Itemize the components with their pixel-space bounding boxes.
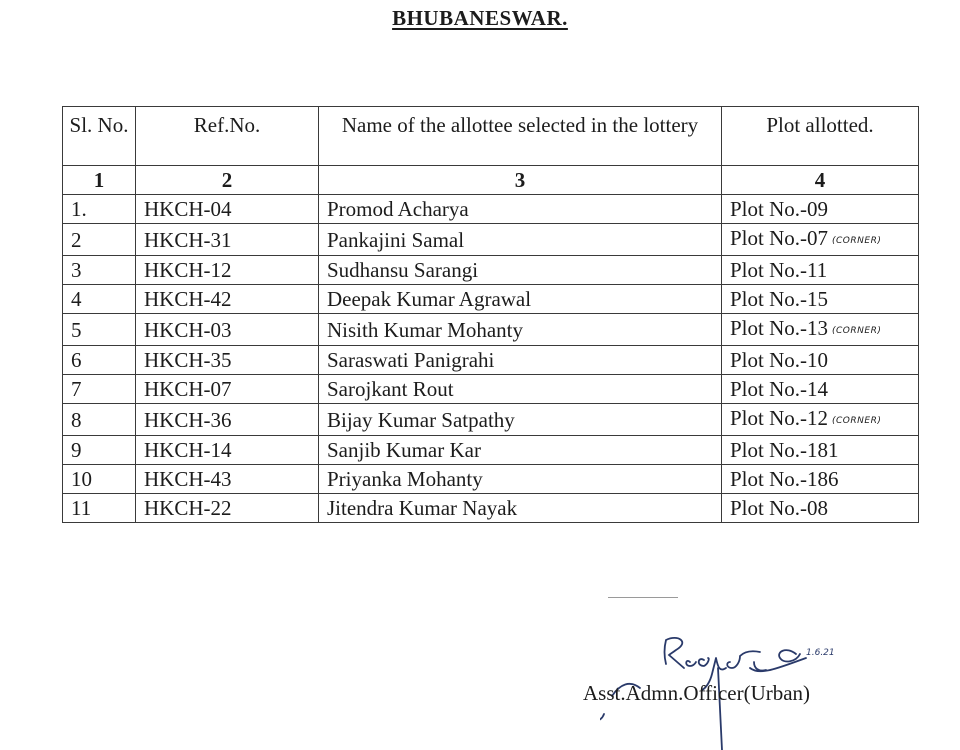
cell-plot: Plot No.-15	[722, 285, 919, 314]
header-allottee-name: Name of the allottee selected in the lottery	[319, 107, 722, 166]
cell-sl-no: 7	[63, 375, 136, 404]
cell-plot: Plot No.-11	[722, 256, 919, 285]
cell-plot: Plot No.-186	[722, 465, 919, 494]
corner-note: (CORNER)	[832, 326, 882, 336]
table-header-row	[63, 107, 919, 166]
signature-date: 1.6.21	[806, 648, 835, 658]
cell-allottee-name: Bijay Kumar Satpathy	[319, 404, 722, 436]
cell-allottee-name: Sarojkant Rout	[319, 375, 722, 404]
cell-sl-no: 6	[63, 346, 136, 375]
table-row	[63, 404, 919, 436]
cell-plot: Plot No.-181	[722, 436, 919, 465]
cell-plot: Plot No.-07 (CORNER)	[722, 224, 919, 256]
cell-sl-no: 1.	[63, 195, 136, 224]
cell-plot: Plot No.-10	[722, 346, 919, 375]
table-row	[63, 195, 919, 224]
cell-ref-no: HKCH-42	[136, 285, 319, 314]
table-body	[63, 195, 919, 523]
cell-ref-no: HKCH-07	[136, 375, 319, 404]
cell-allottee-name: Saraswati Panigrahi	[319, 346, 722, 375]
cell-ref-no: HKCH-14	[136, 436, 319, 465]
table-row	[63, 375, 919, 404]
cell-sl-no: 9	[63, 436, 136, 465]
corner-note: (CORNER)	[832, 236, 882, 246]
cell-ref-no: HKCH-03	[136, 314, 319, 346]
cell-sl-no: 3	[63, 256, 136, 285]
faint-line	[608, 597, 678, 598]
cell-allottee-name: Priyanka Mohanty	[319, 465, 722, 494]
cell-sl-no: 10	[63, 465, 136, 494]
cell-plot: Plot No.-08	[722, 494, 919, 523]
table-row	[63, 285, 919, 314]
cell-ref-no: HKCH-35	[136, 346, 319, 375]
designation-text: Asst.Admn.Officer(Urban)	[583, 681, 811, 705]
column-number: 3	[319, 166, 722, 195]
table-row	[63, 224, 919, 256]
column-number-row	[63, 166, 919, 195]
corner-note: (CORNER)	[832, 416, 882, 426]
cell-ref-no: HKCH-22	[136, 494, 319, 523]
document-heading: BHUBANESWAR.	[392, 6, 568, 30]
cell-allottee-name: Promod Acharya	[319, 195, 722, 224]
cell-plot: Plot No.-14	[722, 375, 919, 404]
cell-allottee-name: Deepak Kumar Agrawal	[319, 285, 722, 314]
cell-plot: Plot No.-09	[722, 195, 919, 224]
cell-ref-no: HKCH-43	[136, 465, 319, 494]
table-row	[63, 346, 919, 375]
cell-plot: Plot No.-12 (CORNER)	[722, 404, 919, 436]
cell-allottee-name: Sudhansu Sarangi	[319, 256, 722, 285]
cell-ref-no: HKCH-31	[136, 224, 319, 256]
table-row	[63, 436, 919, 465]
table-row	[63, 494, 919, 523]
cell-sl-no: 2	[63, 224, 136, 256]
cell-plot: Plot No.-13 (CORNER)	[722, 314, 919, 346]
cell-ref-no: HKCH-12	[136, 256, 319, 285]
cell-allottee-name: Sanjib Kumar Kar	[319, 436, 722, 465]
column-number: 4	[722, 166, 919, 195]
table-row	[63, 465, 919, 494]
allotment-table	[62, 106, 919, 523]
cell-ref-no: HKCH-36	[136, 404, 319, 436]
table-row	[63, 314, 919, 346]
cell-ref-no: HKCH-04	[136, 195, 319, 224]
cell-sl-no: 4	[63, 285, 136, 314]
cell-sl-no: 8	[63, 404, 136, 436]
column-number: 2	[136, 166, 319, 195]
column-number: 1	[63, 166, 136, 195]
cell-allottee-name: Nisith Kumar Mohanty	[319, 314, 722, 346]
header-sl-no: Sl. No.	[63, 107, 136, 166]
cell-sl-no: 11	[63, 494, 136, 523]
cell-allottee-name: Pankajini Samal	[319, 224, 722, 256]
header-plot-allotted: Plot allotted.	[722, 107, 919, 166]
cell-sl-no: 5	[63, 314, 136, 346]
table-row	[63, 256, 919, 285]
cell-allottee-name: Jitendra Kumar Nayak	[319, 494, 722, 523]
header-ref-no: Ref.No.	[136, 107, 319, 166]
